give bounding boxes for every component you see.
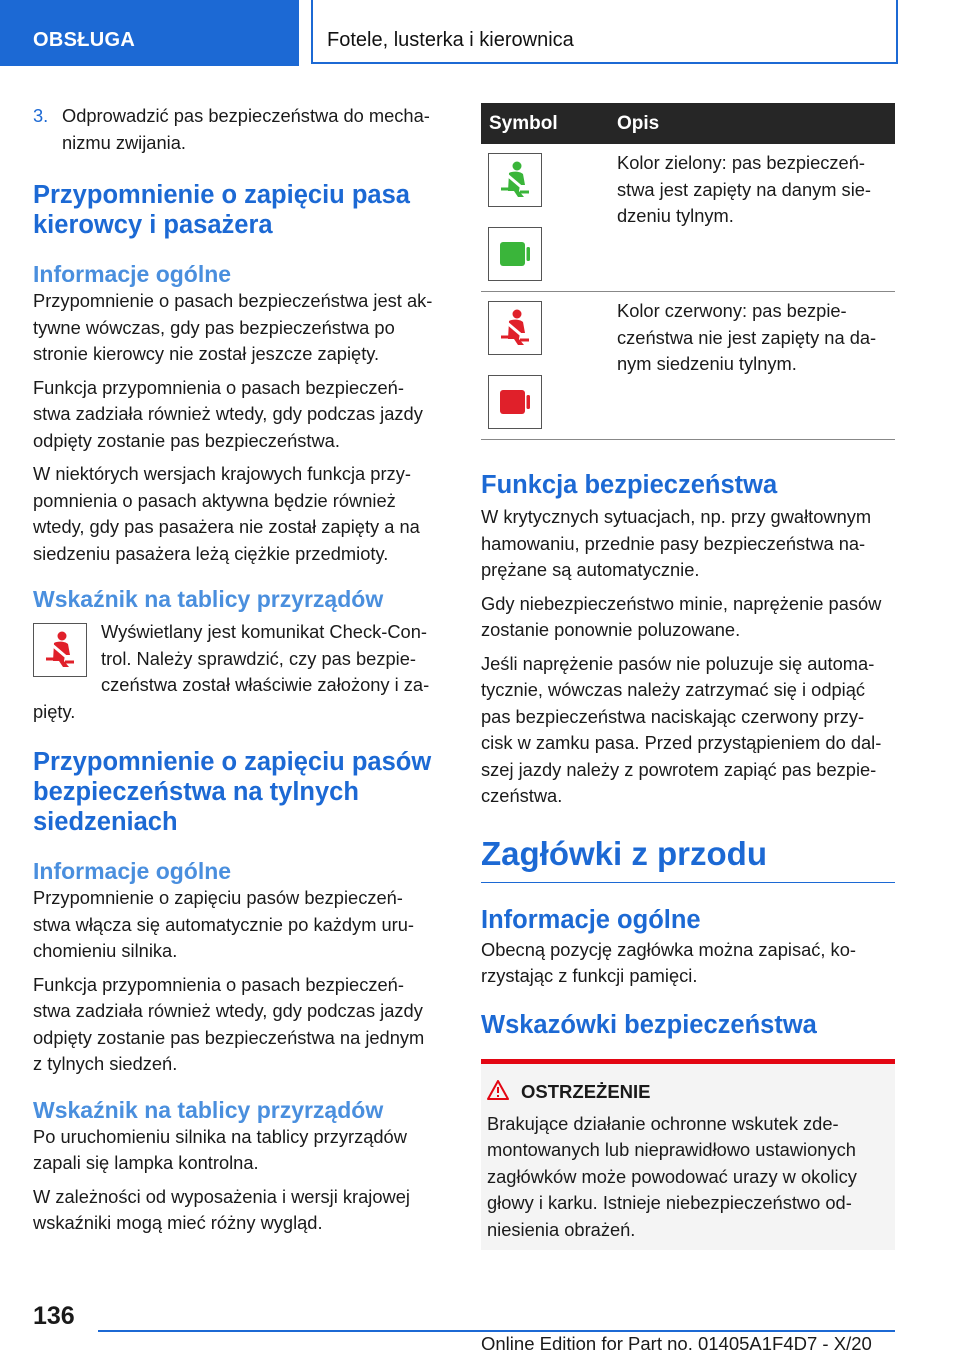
paragraph: Po uruchomieniu silnika na tablicy przyrządów zapali się lampka kontrolna. (33, 1125, 407, 1173)
heading-indicator: Wskaźnik na tablicy przyrządów (33, 586, 384, 612)
step-3 (33, 103, 448, 156)
header-title-box (311, 0, 898, 64)
warning-box (481, 1059, 895, 1251)
paragraph: W zależności od wyposażenia i wersji krajowej wskaźniki mogą mieć różny wygląd. (33, 1185, 410, 1233)
footer-divider (98, 1330, 895, 1332)
rear-seat-red-icon (488, 375, 542, 429)
step-line: nizmu zwijania. (62, 131, 186, 153)
heading-indicator: Wskaźnik na tablicy przyrządów (33, 1096, 384, 1123)
warning-text: Brakujące działanie ochronne wskutek zde‐ montowanych lub nieprawidłowo ustawionych zagłówków może powodować urazy w okolicy głowy i karku. Istnieje niebezpieczeństwo od‐ niesienia obrażeń. (487, 1112, 857, 1240)
seatbelt-unfastened-icon (488, 301, 542, 355)
warning-triangle-icon (487, 1080, 509, 1105)
symbol-table (481, 103, 895, 440)
table-row (481, 144, 895, 292)
step-number: 3. (33, 105, 49, 126)
header-section-tab (0, 0, 299, 66)
heading-rear-reminder: Przypomnienie o zapięciu pasów bezpieczeństwa na tylnych siedzeniach (33, 748, 432, 836)
paragraph: Funkcja przypomnienia o pasach bezpieczeń‐ stwa zadziała również wtedy, gdy podczas jazdy odpięty zostanie pas bezpieczeństwa na jednym z tylnych siedzeń. (33, 973, 425, 1074)
right-column (481, 103, 895, 1250)
paragraph: W krytycznych sytuacjach, np. przy gwałtownym hamowaniu, przednie pasy bezpieczeństwa na‐ prężane są automatycznie. (481, 506, 872, 580)
paragraph: W niektórych wersjach krajowych funkcja przy‐ pomnienia o pasach aktywna będzie również wtedy, gdy pas pasażera nie został zapięty a na siedzeniu pasażera leżą ciężkie przedmioty. (33, 463, 420, 564)
header-title: Fotele, lusterka i kierownica (327, 29, 574, 51)
warning-title: OSTRZEŻENIE (521, 1081, 651, 1102)
seatbelt-fastened-icon (488, 153, 542, 207)
header-section-label: OBSŁUGA (33, 29, 136, 51)
heading-driver-reminder: Przypomnienie o zapięciu pasa kierowcy i pasażera (33, 181, 410, 239)
paragraph: Obecną pozycję zagłówka można zapisać, ko‐ rzystając z funkcji pamięci. (481, 938, 856, 986)
table-header-symbol: Symbol (481, 103, 617, 144)
table-description: Kolor czerwony: pas bezpie‐ czeństwa nie jest zapięty na da‐ nym siedzeniu tylnym. (617, 292, 895, 440)
paragraph: Przypomnienie o pasach bezpieczeństwa jest ak‐ tywne wówczas, gdy pas bezpieczeństwa po stronie kierowcy nie został jeszcze zapięty. (33, 290, 433, 364)
table-description: Kolor zielony: pas bezpieczeń‐ stwa jest zapięty na danym sie‐ dzeniu tylnym. (617, 144, 895, 292)
heading-general-info: Informacje ogólne (33, 261, 232, 287)
heading-safety-notes: Wskazówki bezpieczeństwa (481, 1010, 817, 1039)
footer-edition: Online Edition for Part no. 01405A1F4D7 - X/20 (481, 1333, 872, 1354)
paragraph: Funkcja przypomnienia o pasach bezpieczeń‐ stwa zadziała również wtedy, gdy podczas jazdy odpięty zostanie pas bezpieczeństwa. (33, 376, 423, 451)
table-header-description: Opis (617, 103, 895, 144)
heading-safety-function: Funkcja bezpieczeństwa (481, 471, 778, 499)
step-line: Odprowadzić pas bezpieczeństwa do mecha‐ (62, 105, 430, 126)
seatbelt-warning-icon (33, 623, 87, 677)
left-column (33, 103, 448, 1244)
table-row (481, 292, 895, 440)
paragraph: Jeśli naprężenie pasów nie poluzuje się automa‐ tycznie, wówczas należy zatrzymać się i odpiąć pas bezpieczeństwa naciskając czerwony przy‐ cisk w zamku pasa. Przed przystąpieniem do dal‐ szej jazdy należy z powrotem zapiąć pas bezpie‐ czeństwa. (481, 652, 882, 806)
rear-seat-green-icon (488, 227, 542, 281)
indicator-paragraph: Wyświetlany jest komunikat Check-Con‐ trol. Należy sprawdzić, czy pas bezpie‐ czeństwa został właściwie założony i za‐ pięty. (33, 621, 430, 722)
heading-front-headrests: Zagłówki z przodu (481, 834, 895, 883)
paragraph: Przypomnienie o zapięciu pasów bezpieczeń‐ stwa włącza się automatycznie po każdym uru‐ chomieniu silnika. (33, 887, 415, 961)
heading-general-info: Informacje ogólne (481, 905, 701, 934)
heading-general-info: Informacje ogólne (33, 858, 232, 884)
paragraph: Gdy niebezpieczeństwo minie, naprężenie pasów zostanie ponownie poluzowane. (481, 592, 882, 640)
page-number: 136 (33, 1302, 75, 1330)
